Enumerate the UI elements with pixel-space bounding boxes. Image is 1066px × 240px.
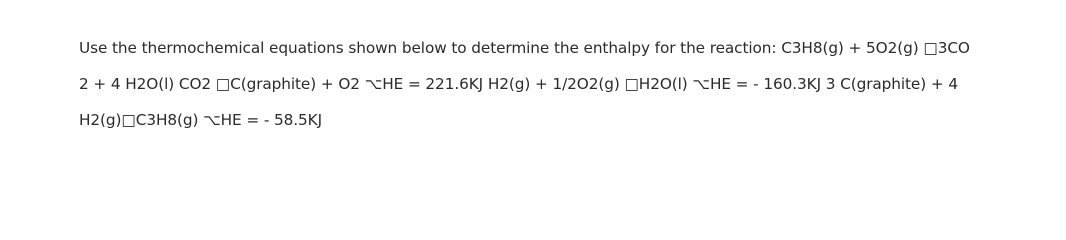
question-line-1: Use the thermochemical equations shown below to determine the enthalpy for the reaction: C3H8(g) + 5O2(g) □3CO xyxy=(79,39,970,57)
question-text xyxy=(79,38,1054,130)
question-line-2: 2 + 4 H2O(l) CO2 □C(graphite) + O2 ⌥HE = 221.6KJ H2(g) + 1/2O2(g) □H2O(l) ⌥HE = - 160.3KJ 3 C(graphite) + 4 xyxy=(79,75,958,93)
question-line-3: H2(g)□C3H8(g) ⌥HE = - 58.5KJ xyxy=(79,111,323,129)
